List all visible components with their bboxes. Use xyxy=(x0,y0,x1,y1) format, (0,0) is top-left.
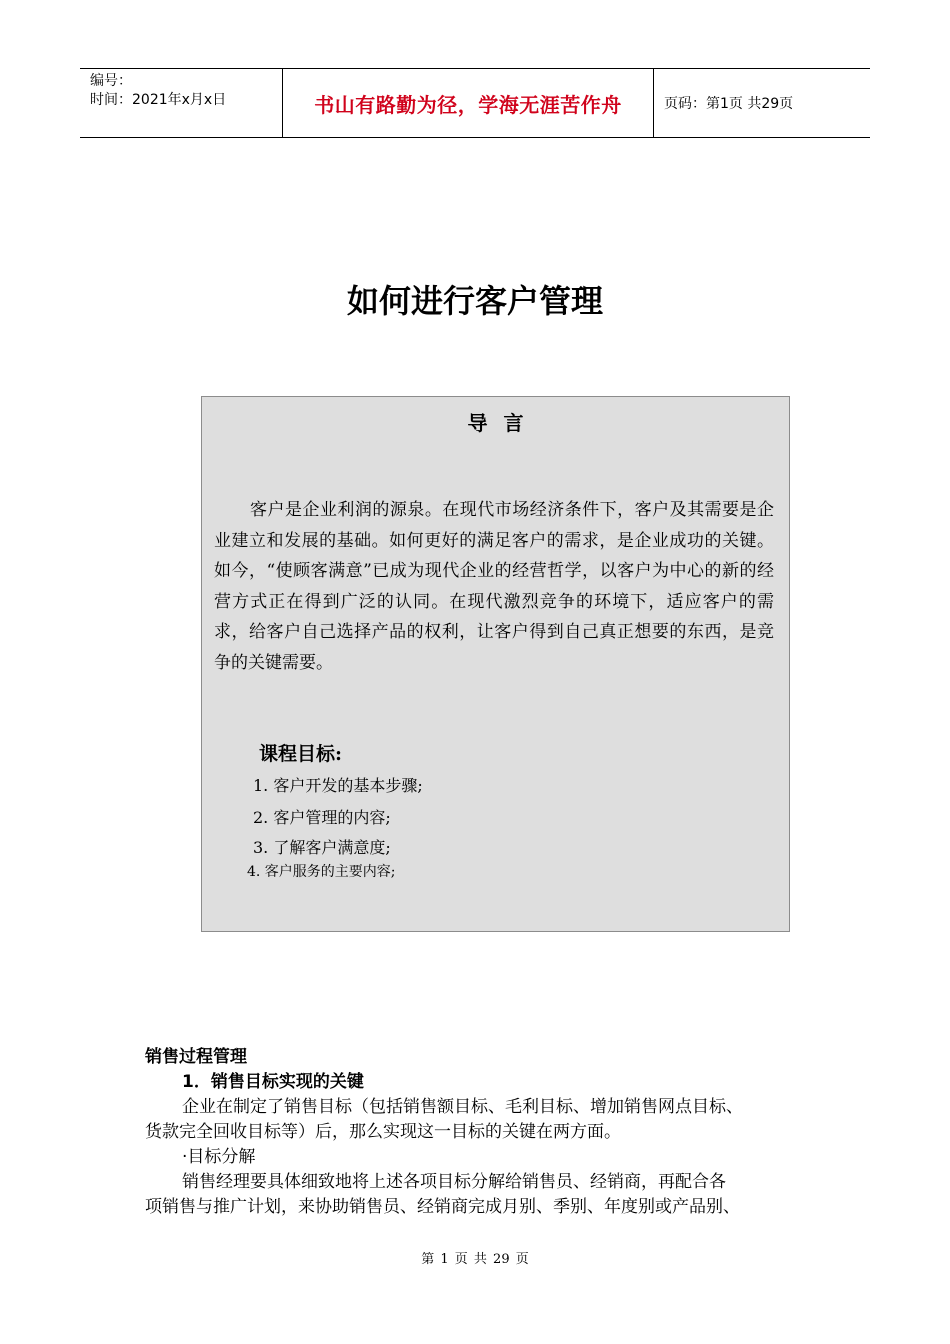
bullet-heading: ·目标分解 xyxy=(182,1147,256,1167)
page-header xyxy=(80,68,870,138)
document-title: 如何进行客户管理 xyxy=(346,282,603,320)
time-label: 时间：2021年x月x日 xyxy=(90,92,227,108)
paragraph-line: 销售经理要具体细致地将上述各项目标分解给销售员、经销商，再配合各 xyxy=(182,1172,726,1192)
paragraph-line: 项销售与推广计划，来协助销售员、经销商完成月别、季别、年度别或产品别、 xyxy=(145,1197,740,1217)
header-page-info: 页码：第1页 共29页 xyxy=(664,96,794,112)
header-meta xyxy=(80,69,282,137)
intro-box xyxy=(201,396,790,932)
paragraph-line: 企业在制定了销售目标（包括销售额目标、毛利目标、增加销售网点目标、 xyxy=(182,1097,743,1117)
paragraph-line: 货款完全回收目标等）后，那么实现这一目标的关键在两方面。 xyxy=(145,1122,621,1142)
section-title: 销售过程管理 xyxy=(145,1047,247,1067)
goal-item: 3. 了解客户满意度; xyxy=(253,838,391,857)
intro-paragraph: 客户是企业利润的源泉。在现代市场经济条件下，客户及其需要是企业建立和发展的基础。如何更好的满足客户的需求，是企业成功的关键。如今，“使顾客满意”已成为现代企业的经营哲学，以客户为中心的新的经营方式正在得到广泛的认同。在现代激烈竞争的环境下，适应客户的需求，给客户自己选择产品的权利，让客户得到自己真正想要的东西，是竞争的关键需要。 xyxy=(214,500,774,673)
goal-item: 1. 客户开发的基本步骤; xyxy=(253,776,423,795)
goal-item: 2. 客户管理的内容; xyxy=(253,808,391,827)
number-label: 编号： xyxy=(90,73,132,89)
header-motto: 书山有路勤为径，学海无涯苦作舟 xyxy=(282,69,654,137)
page-footer: 第 1 页 共 29 页 xyxy=(421,1252,529,1267)
intro-heading: 导言 xyxy=(467,411,540,435)
section-subtitle: 1．销售目标实现的关键 xyxy=(182,1072,364,1092)
goal-item: 4. 客户服务的主要内容; xyxy=(247,864,396,880)
goals-heading: 课程目标: xyxy=(259,743,343,765)
